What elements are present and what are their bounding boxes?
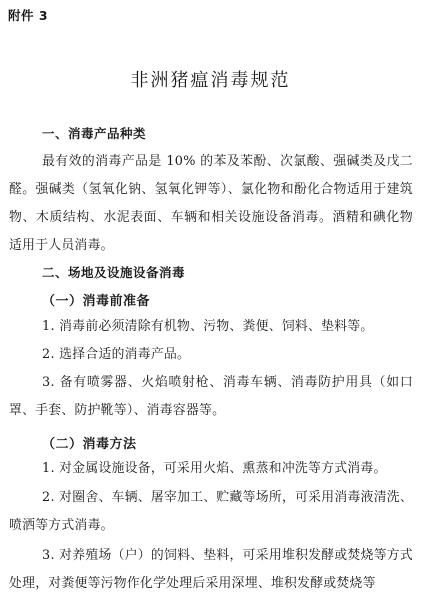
section-heading-site-disinfection: 二、场地及设施设备消毒 bbox=[42, 265, 186, 280]
subsection-heading-methods: （二）消毒方法 bbox=[42, 437, 137, 452]
document-title: 非洲猪瘟消毒规范 bbox=[130, 70, 291, 91]
list-item-method-1: 1. 对金属设施设备，可采用火焰、熏蒸和冲洗等方式消毒。 bbox=[42, 461, 387, 476]
attachment-label: 附件 3 bbox=[8, 8, 49, 23]
list-item-preparation-3: 3. 备有喷雾器、火焰喷射枪、消毒车辆、消毒防护用具（如口罩、手套、防护靴等）、消毒容器等。 bbox=[9, 375, 413, 418]
section-paragraph-product-types: 最有效的消毒产品是 10% 的苯及苯酚、次氯酸、强碱类及戊二醛。强碱类（氢氧化钠、氢氧化钾等）、氯化物和酚化合物适用于建筑物、木质结构、水泥表面、车辆和相关设施设备消毒。酒精和碘化物适用于人员消毒。 bbox=[9, 154, 413, 253]
list-item-method-3: 3. 对养殖场（户）的饲料、垫料，可采用堆积发酵或焚烧等方式处理，对粪便等污物作化学处理后采用深埋、堆积发酵或焚烧等 bbox=[9, 548, 413, 591]
list-item-method-2: 2. 对圈舍、车辆、屠宰加工、贮藏等场所，可采用消毒液清洗、喷洒等方式消毒。 bbox=[9, 490, 413, 533]
subsection-heading-preparation: （一）消毒前准备 bbox=[42, 294, 151, 309]
list-item-preparation-2: 2. 选择合适的消毒产品。 bbox=[42, 347, 191, 362]
list-item-preparation-1: 1. 消毒前必须清除有机物、污物、粪便、饲料、垫料等。 bbox=[42, 319, 374, 334]
section-heading-product-types: 一、消毒产品种类 bbox=[42, 126, 147, 141]
